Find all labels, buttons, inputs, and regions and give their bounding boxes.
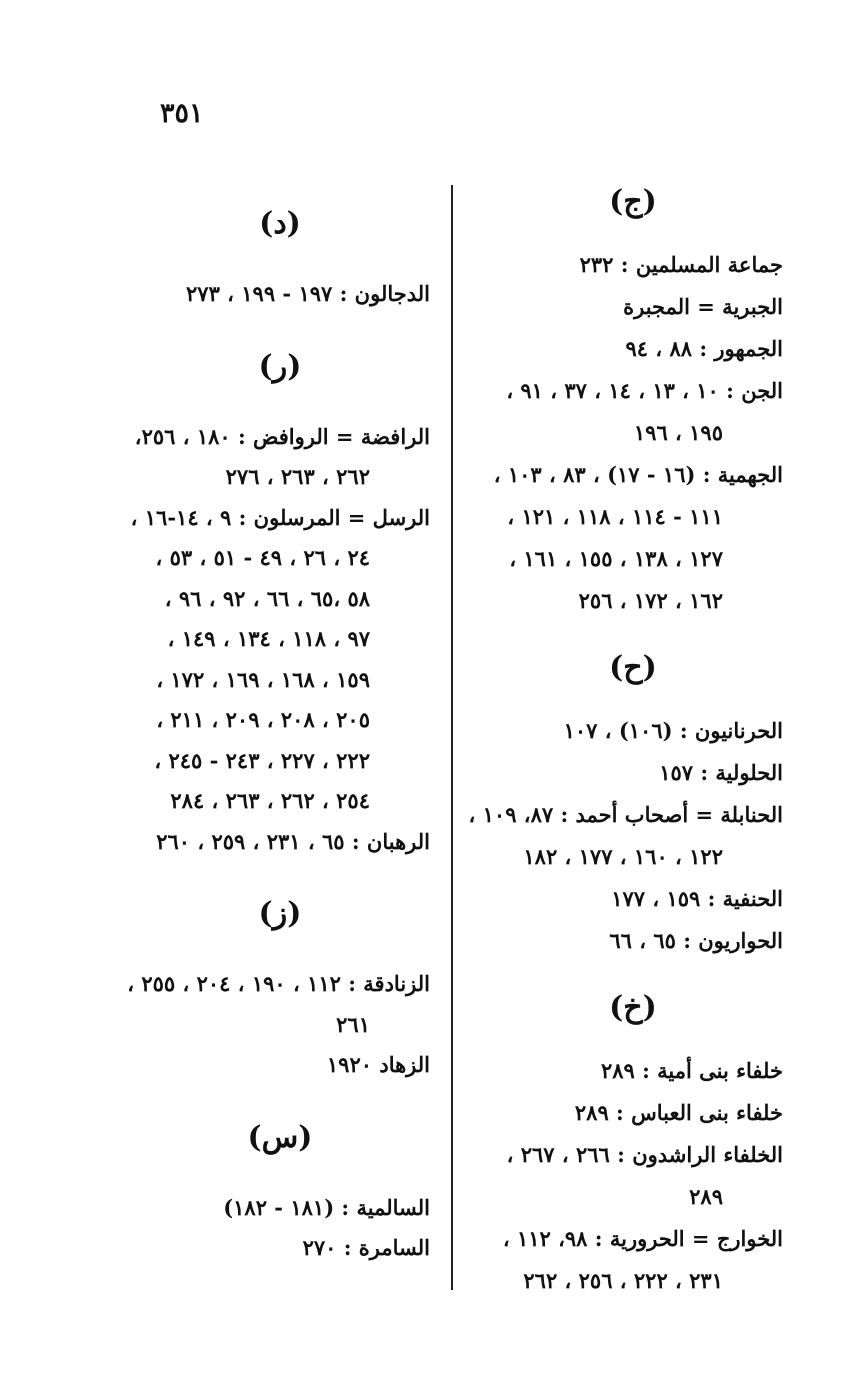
index-entry — [483, 1050, 783, 1092]
index-entry — [130, 498, 430, 822]
index-entry — [130, 417, 430, 498]
index-entry — [127, 964, 430, 1045]
entry-line: الحلولية : ١٥٧ — [659, 760, 783, 785]
entry-continuation-line: ٢٤ ، ٢٦ ، ٤٩ - ٥١ ، ٥٣ ، — [155, 545, 370, 570]
entry-continuation-line: ٢٣١ ، ٢٢٢ ، ٢٥٦ ، ٢٦٢ — [523, 1268, 723, 1293]
entry-continuation-line: ١٢٧ ، ١٣٨ ، ١٥٥ ، ١٦١ ، — [509, 546, 723, 571]
entry-line: الجن : ١٠ ، ١٣ ، ١٤ ، ٣٧ ، ٩١ ، — [506, 378, 783, 403]
index-entry — [130, 1228, 430, 1269]
index-entry — [483, 752, 783, 794]
index-entry — [483, 1092, 783, 1134]
entry-continuation-line: ١١١ - ١١٤ ، ١١٨ ، ١٢١ ، — [507, 504, 723, 529]
entry-line: الجهمية : (١٦ - ١٧) ، ٨٣ ، ١٠٣ ، — [493, 462, 783, 487]
entry-continuation-line: ٢٥٤ ، ٢٦٢ ، ٢٦٣ ، ٢٨٤ — [170, 788, 370, 813]
entry-line: الحرنانيون : (١٠٦) ، ١٠٧ — [563, 718, 783, 743]
entry-line: الزهاد ١٩٢٠ — [326, 1052, 430, 1077]
entry-line: خلفاء بنى العباس : ٢٨٩ — [574, 1100, 783, 1125]
section-heading: (خ) — [609, 990, 657, 1025]
right-column — [468, 180, 783, 1302]
index-entry — [483, 328, 783, 370]
entry-continuation-line: ٢٦٢ ، ٢٦٣ ، ٢٧٦ — [225, 464, 370, 489]
section-heading: (ح) — [609, 650, 657, 685]
section-heading: (ر) — [258, 348, 302, 384]
index-entry — [483, 1218, 783, 1302]
entry-continuation-line: ٩٧ ، ١١٨ ، ١٣٤ ، ١٤٩ ، — [167, 626, 370, 651]
entry-line: السامرة : ٢٧٠ — [302, 1235, 430, 1260]
index-entry — [483, 454, 783, 622]
entry-line: الزنادقة : ١١٢ ، ١٩٠ ، ٢٠٤ ، ٢٥٥ ، — [127, 971, 430, 996]
index-entry — [483, 370, 783, 454]
entry-line: الجبرية = المجبرة — [623, 294, 783, 319]
entry-line: الدجالون : ١٩٧ - ١٩٩ ، ٢٧٣ — [186, 281, 430, 306]
entry-line: السالمية : (١٨١ - ١٨٢) — [223, 1194, 430, 1220]
entry-line: الخوارج = الحرورية : ٩٨، ١١٢ ، — [502, 1226, 783, 1251]
entry-continuation-line: ٢٦١ — [336, 1011, 370, 1037]
entry-line: خلفاء بنى أمية : ٢٨٩ — [600, 1058, 783, 1083]
entry-continuation-line: ٥٨ ،٦٥ ، ٦٦ ، ٩٢ ، ٩٦ ، — [164, 585, 370, 611]
index-entry — [483, 710, 783, 752]
page-number: ٣٥١ — [160, 98, 204, 129]
index-entry — [483, 244, 783, 286]
index-entry — [130, 274, 430, 315]
entry-line: الحنابلة = أصحاب أحمد : ٨٧، ١٠٩ ، — [468, 802, 783, 827]
entry-line: الخلفاء الراشدون : ٢٦٦ ، ٢٦٧ ، — [506, 1142, 783, 1167]
column-divider — [451, 185, 453, 1290]
entry-continuation-line: ٢٨٩ — [689, 1184, 723, 1209]
index-entry — [130, 1045, 430, 1086]
index-entry — [483, 920, 783, 962]
entry-continuation-line: ١٦٢ ، ١٧٢ ، ٢٥٦ — [578, 588, 723, 613]
section-heading: (ز) — [258, 896, 302, 931]
index-entry — [468, 794, 783, 878]
index-entry — [130, 822, 430, 863]
entry-line: الرافضة = الروافض : ١٨٠ ، ٢٥٦، — [134, 423, 430, 449]
entry-continuation-line: ٢٠٥ ، ٢٠٨ ، ٢٠٩ ، ٢١١ ، — [156, 707, 370, 732]
index-entry — [483, 286, 783, 328]
entry-line: الرسل = المرسلون : ٩ ، ١٤-١٦ ، — [130, 504, 430, 530]
entry-continuation-line: ١٢٢ ، ١٦٠ ، ١٧٧ ، ١٨٢ — [523, 844, 723, 869]
entry-line: جماعة المسلمين : ٢٣٢ — [579, 252, 783, 277]
entry-line: الحواريون : ٦٥ ، ٦٦ — [609, 928, 783, 953]
index-entry — [483, 1134, 783, 1218]
section-heading: (د) — [259, 206, 301, 241]
entry-continuation-line: ١٩٥ ، ١٩٦ — [633, 420, 723, 445]
entry-line: الرهبان : ٦٥ ، ٢٣١ ، ٢٥٩ ، ٢٦٠ — [156, 828, 430, 854]
index-entry — [483, 878, 783, 920]
entry-line: الحنفية : ١٥٩ ، ١٧٧ — [611, 886, 783, 911]
entry-continuation-line: ٢٢٢ ، ٢٢٧ ، ٢٤٣ - ٢٤٥ ، — [154, 747, 370, 773]
index-entry — [130, 1188, 430, 1229]
entry-line: الجمهور : ٨٨ ، ٩٤ — [625, 336, 783, 361]
section-heading: (ج) — [609, 184, 657, 219]
section-heading: (س) — [247, 1119, 313, 1155]
left-column — [127, 180, 430, 1269]
entry-continuation-line: ١٥٩ ، ١٦٨ ، ١٦٩ ، ١٧٢ ، — [156, 666, 370, 692]
